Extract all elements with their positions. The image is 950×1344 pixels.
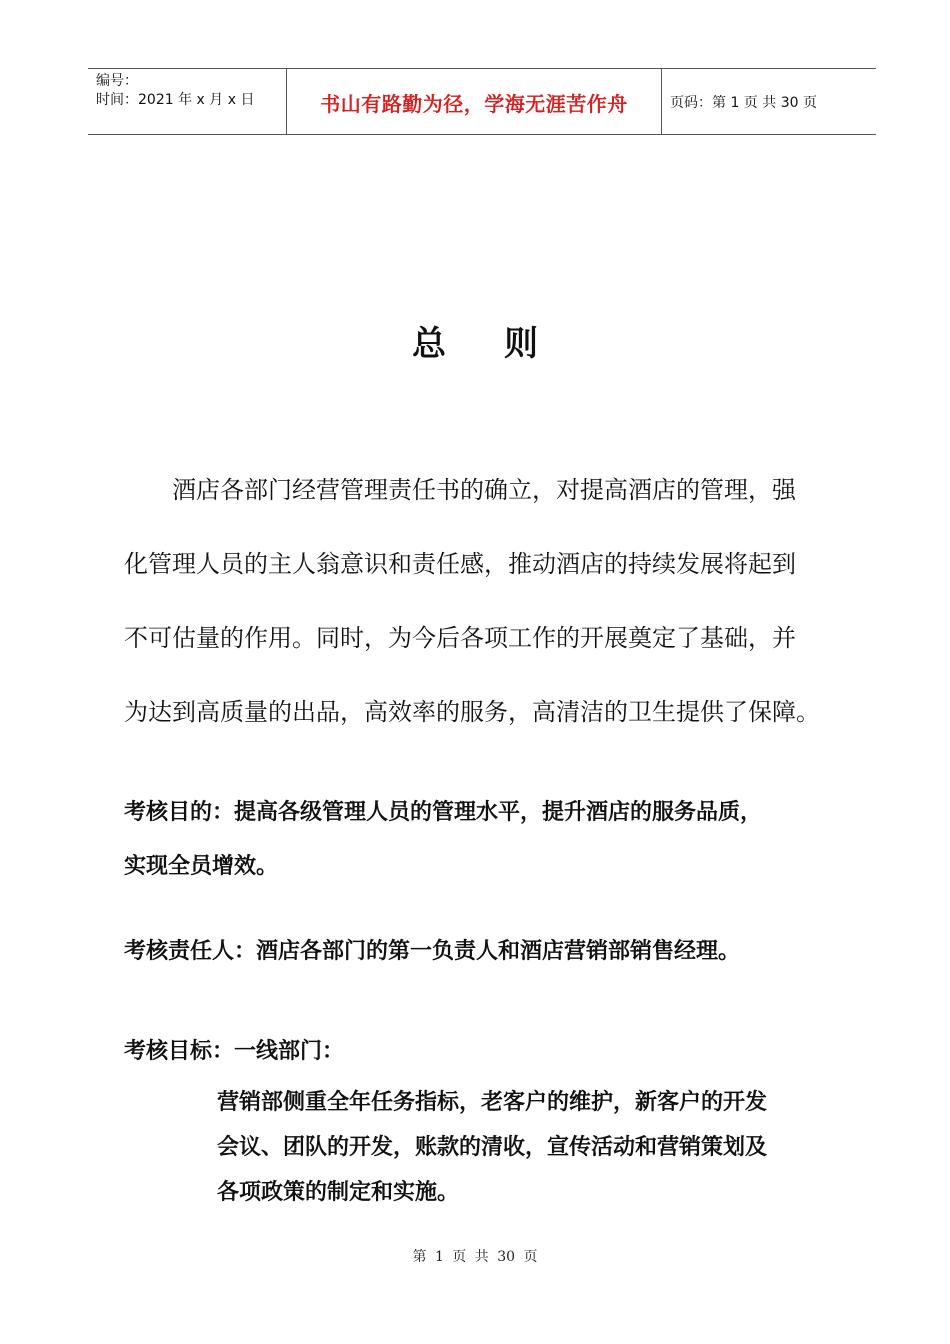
intro-line: 不可估量的作用。同时，为今后各项工作的开展奠定了基础，并	[124, 624, 796, 652]
header-motto: 书山有路勤为径，学海无涯苦作舟	[320, 91, 628, 116]
intro-paragraph	[124, 453, 854, 749]
assessment-responsible: 考核责任人：酒店各部门的第一负责人和酒店营销部销售经理。	[124, 939, 741, 964]
header-divider	[661, 69, 662, 135]
intro-line: 为达到高质量的出品，高效率的服务，高清洁的卫生提供了保障。	[124, 698, 820, 726]
assessment-target: 考核目标：一线部门：	[124, 1039, 345, 1064]
page-footer: 第 1 页 共 30 页	[412, 1249, 538, 1265]
purpose-line: 实现全员增效。	[124, 854, 279, 879]
target-detail-line: 会议、团队的开发，账款的清收，宣传活动和营销策划及	[217, 1135, 768, 1160]
target-detail	[217, 1080, 857, 1215]
purpose-line: 考核目的：提高各级管理人员的管理水平，提升酒店的服务品质，	[124, 800, 763, 825]
intro-line: 酒店各部门经营管理责任书的确立，对提高酒店的管理，强	[172, 476, 796, 504]
assessment-purpose	[124, 786, 854, 894]
header-page-code: 页码：第 1 页 共 30 页	[670, 95, 817, 111]
document-header	[88, 68, 876, 135]
document-title: 总则	[412, 324, 596, 364]
number-label: 编号：	[96, 73, 138, 89]
time-label: 时间：2021 年 x 月 x 日	[96, 92, 255, 108]
header-meta	[96, 72, 288, 110]
target-detail-line: 各项政策的制定和实施。	[217, 1180, 460, 1205]
intro-line: 化管理人员的主人翁意识和责任感，推动酒店的持续发展将起到	[124, 550, 796, 578]
target-detail-line: 营销部侧重全年任务指标，老客户的维护，新客户的开发	[217, 1090, 768, 1115]
